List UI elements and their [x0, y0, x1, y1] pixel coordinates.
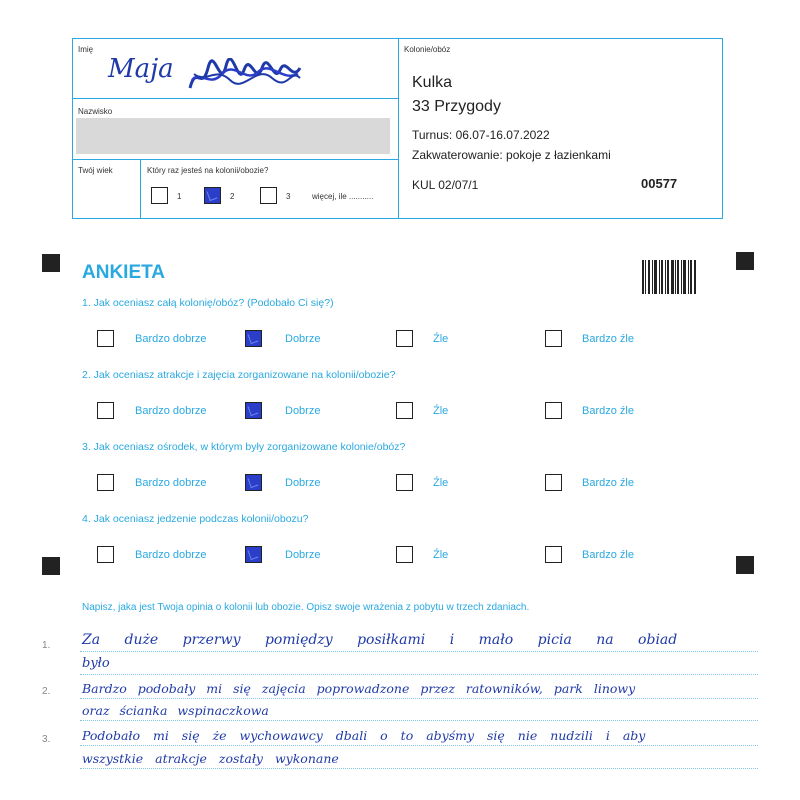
writing-line: [80, 651, 758, 652]
q1-option-dobrze: Dobrze: [285, 333, 321, 345]
nazwisko-label: Nazwisko: [78, 107, 113, 116]
registration-marker: [42, 557, 60, 575]
q3-option-zle: Źle: [433, 477, 449, 489]
q1-option-bardzo-dobrze: Bardzo dobrze: [135, 333, 207, 345]
q2-option-zle: Źle: [433, 405, 449, 417]
q4-option-bardzo-dobrze: Bardzo dobrze: [135, 549, 207, 561]
q1-bardzo-zle-checkbox[interactable]: [545, 330, 562, 347]
answer-line-4[interactable]: oraz ścianka wspinaczkowa: [82, 703, 269, 718]
nazwisko-redacted-field: [76, 118, 390, 154]
q2-dobrze-checkbox[interactable]: [245, 402, 262, 419]
line-number-2: 2.: [42, 686, 51, 697]
question-4: 4. Jak oceniasz jedzenie podczas kolonii/obozu?: [82, 513, 309, 525]
wiek-label: Twój wiek: [78, 166, 113, 175]
registration-marker: [736, 556, 754, 574]
camp-turnus: Turnus: 06.07-16.07.2022: [412, 128, 550, 142]
q4-option-bardzo-zle: Bardzo źle: [582, 549, 634, 561]
q2-option-bardzo-dobrze: Bardzo dobrze: [135, 405, 207, 417]
q2-zle-checkbox[interactable]: [396, 402, 413, 419]
answer-line-2[interactable]: było: [82, 656, 110, 671]
answer-line-6[interactable]: wszystkie atrakcje zostały wykonane: [82, 751, 339, 766]
barcode: [642, 260, 697, 294]
scribble-redaction: [186, 58, 304, 96]
q3-zle-checkbox[interactable]: [396, 474, 413, 491]
camp-program: 33 Przygody: [412, 98, 501, 115]
q3-bardzo-zle-checkbox[interactable]: [545, 474, 562, 491]
ktory-raz-checkbox-1[interactable]: [151, 187, 168, 204]
writing-line: [80, 720, 758, 721]
registration-marker: [42, 254, 60, 272]
line-number-1: 1.: [42, 640, 51, 651]
q1-dobrze-checkbox[interactable]: [245, 330, 262, 347]
registration-marker: [736, 252, 754, 270]
q3-option-bardzo-zle: Bardzo źle: [582, 477, 634, 489]
q4-option-zle: Źle: [433, 549, 449, 561]
q4-zle-checkbox[interactable]: [396, 546, 413, 563]
ktory-raz-option-1: 1: [177, 192, 182, 201]
imie-value[interactable]: Maja: [108, 54, 174, 84]
ktory-raz-checkbox-3[interactable]: [260, 187, 277, 204]
wiecej-label: więcej, ile ...........: [312, 192, 374, 201]
question-3: 3. Jak oceniasz ośrodek, w którym były zorganizowane kolonie/obóz?: [82, 441, 406, 453]
camp-number: 00577: [641, 176, 678, 191]
q4-bardzo-zle-checkbox[interactable]: [545, 546, 562, 563]
q3-option-bardzo-dobrze: Bardzo dobrze: [135, 477, 207, 489]
q1-option-zle: Źle: [433, 333, 449, 345]
ktory-raz-option-2: 2: [230, 192, 235, 201]
writing-line: [80, 768, 758, 769]
ktory-raz-label: Który raz jesteś na kolonii/obozie?: [147, 166, 269, 175]
question-1: 1. Jak oceniasz całą kolonię/obóz? (Podobało Ci się?): [82, 297, 334, 309]
opinion-prompt: Napisz, jaka jest Twoja opinia o kolonii lub obozie. Opisz swoje wrażenia z pobytu w trzech zdaniach.: [82, 602, 530, 613]
q4-bardzo-dobrze-checkbox[interactable]: [97, 546, 114, 563]
q1-zle-checkbox[interactable]: [396, 330, 413, 347]
q1-option-bardzo-zle: Bardzo źle: [582, 333, 634, 345]
answer-line-1[interactable]: Za duże przerwy pomiędzy posiłkami i mało picia na obiad: [82, 632, 678, 648]
q2-bardzo-dobrze-checkbox[interactable]: [97, 402, 114, 419]
answer-line-3[interactable]: Bardzo podobały mi się zajęcia poprowadzone przez ratowników, park linowy: [82, 681, 636, 696]
ktory-raz-checkbox-2[interactable]: [204, 187, 221, 204]
q2-option-bardzo-zle: Bardzo źle: [582, 405, 634, 417]
answer-line-5[interactable]: Podobało mi się że wychowawcy dbali o to abyśmy się nie nudzili i aby: [82, 728, 646, 743]
writing-line: [80, 698, 758, 699]
camp-zakwaterowanie: Zakwaterowanie: pokoje z łazienkami: [412, 148, 611, 162]
q2-bardzo-zle-checkbox[interactable]: [545, 402, 562, 419]
camp-name: Kulka: [412, 74, 453, 91]
ktory-raz-option-3: 3: [286, 192, 291, 201]
q1-bardzo-dobrze-checkbox[interactable]: [97, 330, 114, 347]
imie-label: Imię: [78, 45, 94, 54]
writing-line: [80, 745, 758, 746]
divider: [72, 159, 399, 160]
line-number-3: 3.: [42, 734, 51, 745]
q3-dobrze-checkbox[interactable]: [245, 474, 262, 491]
divider: [72, 98, 399, 99]
q3-bardzo-dobrze-checkbox[interactable]: [97, 474, 114, 491]
camp-code: KUL 02/07/1: [412, 178, 479, 192]
q4-option-dobrze: Dobrze: [285, 549, 321, 561]
q3-option-dobrze: Dobrze: [285, 477, 321, 489]
q2-option-dobrze: Dobrze: [285, 405, 321, 417]
survey-title: ANKIETA: [82, 262, 166, 283]
camp-label: Kolonie/obóz: [404, 45, 451, 54]
question-2: 2. Jak oceniasz atrakcje i zajęcia zorganizowane na kolonii/obozie?: [82, 369, 396, 381]
q4-dobrze-checkbox[interactable]: [245, 546, 262, 563]
divider: [140, 159, 141, 219]
writing-line: [80, 674, 758, 675]
